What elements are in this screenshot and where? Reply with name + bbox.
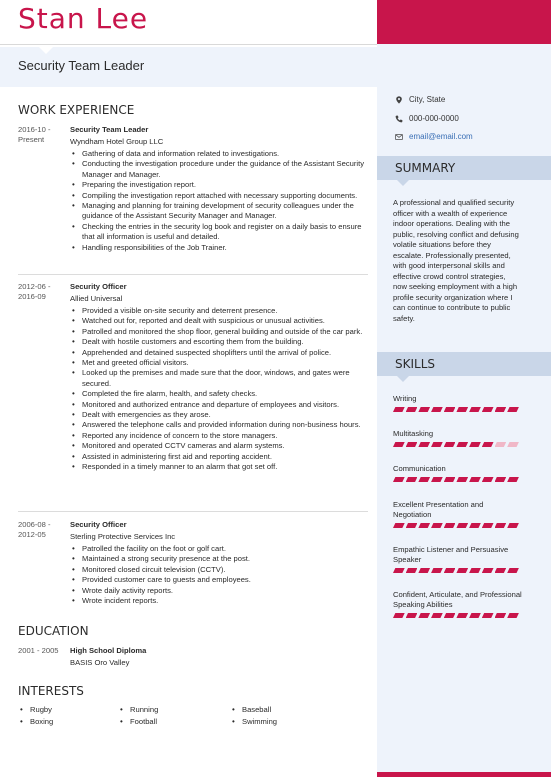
skill-segment-filled <box>431 568 443 573</box>
skill-segment-filled <box>418 568 430 573</box>
summary-heading: SUMMARY <box>395 161 456 175</box>
candidate-name: Stan Lee <box>18 2 149 35</box>
skill-segment-filled <box>482 613 494 618</box>
bullet-item: • Conducting the investigation procedure under the guidance of the Assistant Security Manager and Manager. <box>70 159 365 180</box>
sidebar-bottom-accent <box>377 772 551 777</box>
skill-segment-filled <box>418 523 430 528</box>
bullet-item: • Met and greeted official visitors. <box>70 358 365 368</box>
entry-dates: 2016-10 - Present <box>18 125 51 144</box>
bullet-item: • Provided customer care to guests and employees. <box>70 575 365 585</box>
skill-segment-filled <box>418 477 430 482</box>
skills-heading: SKILLS <box>395 357 436 371</box>
skill-name: Communication <box>393 464 446 473</box>
skill-segment-filled <box>507 523 519 528</box>
envelope-icon <box>395 133 403 141</box>
phone-icon <box>395 115 403 123</box>
skill-segment-filled <box>469 477 481 482</box>
work-experience-heading: WORK EXPERIENCE <box>18 103 135 117</box>
skill-segment-filled <box>495 523 507 528</box>
contact-location <box>395 95 445 104</box>
bullet-item: • Handling responsibilities of the Job Trainer. <box>70 243 365 253</box>
entry-role: Security Team Leader <box>70 125 149 134</box>
education-dates: 2001 - 2005 <box>18 646 59 655</box>
skill-level-bar <box>393 568 523 573</box>
skill-segment-filled <box>507 568 519 573</box>
entry-organization: Allied Universal <box>70 294 123 303</box>
skill-segment-filled <box>495 477 507 482</box>
bullet-item: • Watched out for, reported and dealt with suspicious or unusual activities. <box>70 316 365 326</box>
bullet-item: • Wrote daily activity reports. <box>70 586 365 596</box>
skill-segment-filled <box>469 442 481 447</box>
skill-segment-filled <box>469 568 481 573</box>
skill-segment-filled <box>507 477 519 482</box>
interest-item: • Rugby <box>18 705 118 716</box>
skill-level-bar <box>393 477 523 482</box>
interest-item: • Baseball <box>230 705 330 716</box>
skill-segment-filled <box>418 442 430 447</box>
entry-bullets <box>70 149 365 253</box>
bullet-item: • Monitored closed circuit television (CCTV). <box>70 565 365 575</box>
skill-name: Writing <box>393 394 417 403</box>
experience-entry <box>70 281 365 473</box>
skill-segment-filled <box>406 568 418 573</box>
skill-segment-filled <box>418 613 430 618</box>
skill-segment-filled <box>406 613 418 618</box>
interest-item: • Football <box>118 717 230 728</box>
skill-segment-filled <box>456 613 468 618</box>
skill-item <box>393 394 523 412</box>
bullet-item: • Provided a visible on-site security and deterrent presence. <box>70 306 365 316</box>
entry-dates: 2012-06 - 2016-09 <box>18 282 51 301</box>
bullet-item: • Managing and planning for training development of security colleagues under the guidance of the Assistant Security Manager and Manager. <box>70 201 365 222</box>
skill-segment-filled <box>469 407 481 412</box>
skill-level-bar <box>393 523 523 528</box>
skill-segment-filled <box>393 477 405 482</box>
contact-email[interactable] <box>395 132 473 141</box>
bullet-item: • Reported any incidence of concern to the store managers. <box>70 431 365 441</box>
job-title: Security Team Leader <box>18 58 145 73</box>
bullet-item: • Maintained a strong security presence at the post. <box>70 554 365 564</box>
skill-segment-filled <box>456 568 468 573</box>
education-school: BASIS Oro Valley <box>70 658 130 667</box>
skill-segment-filled <box>444 407 456 412</box>
bullet-item: • Gathering of data and information related to investigations. <box>70 149 365 159</box>
interest-item: • Boxing <box>18 717 118 728</box>
skill-segment-filled <box>456 442 468 447</box>
bullet-item: • Monitored and operated CCTV cameras and alarm systems. <box>70 441 365 451</box>
skill-segment-filled <box>495 568 507 573</box>
skill-segment-filled <box>393 613 405 618</box>
skill-segment-filled <box>469 523 481 528</box>
skill-segment-filled <box>431 613 443 618</box>
bullet-item: • Answered the telephone calls and provided information during non-business hours. <box>70 420 365 430</box>
skill-segment-filled <box>406 523 418 528</box>
skill-item <box>393 500 523 528</box>
education-degree: High School Diploma <box>70 646 147 655</box>
sidebar-accent-bar <box>377 0 551 44</box>
skill-level-bar <box>393 613 523 618</box>
summary-text: A professional and qualified security officer with a wealth of experience indoor operations. Dealing with the public, resolving conflict and defusing volatile situations before they escalate. Professionally presented, with good interpersonal skills and effective crowd control strategies, now seeking employment with a high profile security organization where I can continue to contribute to public safety. <box>393 198 519 323</box>
skill-segment-filled <box>393 523 405 528</box>
skill-segment-filled <box>482 477 494 482</box>
skill-segment-filled <box>456 407 468 412</box>
phone-text: 000-000-0000 <box>409 114 459 123</box>
experience-entry <box>70 124 365 253</box>
bullet-item: • Monitored and authorized entrance and departure of employees and visitors. <box>70 400 365 410</box>
bullet-item: • Dealt with emergencies as they arose. <box>70 410 365 420</box>
summary-heading-band <box>377 156 551 180</box>
skill-segment-filled <box>431 477 443 482</box>
entry-role: Security Officer <box>70 282 127 291</box>
skill-item <box>393 464 523 482</box>
bullet-item: • Assisted in administering first aid and reporting accident. <box>70 452 365 462</box>
bullet-item: • Looked up the premises and made sure that the door, windows, and gates were secured. <box>70 368 365 389</box>
skill-segment-filled <box>418 407 430 412</box>
skill-segment-filled <box>431 523 443 528</box>
skill-item <box>393 590 523 618</box>
skill-segment-filled <box>469 613 481 618</box>
skill-segment-filled <box>444 613 456 618</box>
bullet-item: • Apprehended and detained suspected shoplifters until the arrival of police. <box>70 348 365 358</box>
skill-level-bar <box>393 407 523 412</box>
experience-entry <box>70 519 365 606</box>
interests-heading: INTERESTS <box>18 684 84 698</box>
skill-segment-filled <box>393 568 405 573</box>
skill-segment-filled <box>444 568 456 573</box>
skill-segment-filled <box>444 523 456 528</box>
skill-segment-filled <box>393 442 405 447</box>
skill-name: Confident, Articulate, and Professional Speaking Abilities <box>393 590 522 609</box>
skill-segment-filled <box>406 477 418 482</box>
skill-item <box>393 545 523 573</box>
skill-segment-filled <box>495 407 507 412</box>
bullet-item: • Wrote incident reports. <box>70 596 365 606</box>
skill-segment-filled <box>482 407 494 412</box>
entry-organization: Wyndham Hotel Group LLC <box>70 137 164 146</box>
bullet-item: • Compiling the investigation report attached with necessary supporting documents. <box>70 191 365 201</box>
skill-segment-filled <box>507 613 519 618</box>
skill-segment-filled <box>431 442 443 447</box>
bullet-item: • Completed the fire alarm, health, and safety checks. <box>70 389 365 399</box>
bullet-item: • Checking the entries in the security log book and register on a daily basis to ensure that all information is useful and detailed. <box>70 222 365 243</box>
entry-dates: 2006-08 - 2012-05 <box>18 520 51 539</box>
skill-segment-filled <box>482 442 494 447</box>
bullet-item: • Patrolled and monitored the shop floor, general building and outside of the car park. <box>70 327 365 337</box>
bullet-item: • Responded in a timely manner to an alarm that got set off. <box>70 462 365 472</box>
skills-heading-band <box>377 352 551 376</box>
entry-organization: Sterling Protective Services Inc <box>70 532 176 541</box>
skill-name: Excellent Presentation and Negotiation <box>393 500 484 519</box>
bullet-item: • Dealt with hostile customers and escorting them from the building. <box>70 337 365 347</box>
entry-bullets <box>70 306 365 473</box>
skill-segment-filled <box>431 407 443 412</box>
interest-item: • Running <box>118 705 230 716</box>
skill-item <box>393 429 523 447</box>
entry-role: Security Officer <box>70 520 127 529</box>
skill-segment-empty <box>495 442 507 447</box>
skill-name: Multitasking <box>393 429 434 438</box>
skill-segment-filled <box>482 523 494 528</box>
skill-segment-filled <box>406 442 418 447</box>
skill-segment-filled <box>444 477 456 482</box>
section-divider <box>18 511 368 512</box>
entry-bullets <box>70 544 365 606</box>
bullet-item: • Patrolled the facility on the foot or golf cart. <box>70 544 365 554</box>
skill-segment-filled <box>406 407 418 412</box>
header-divider <box>0 44 377 45</box>
skill-segment-filled <box>393 407 405 412</box>
skill-segment-filled <box>482 568 494 573</box>
skill-segment-filled <box>495 613 507 618</box>
location-text: City, State <box>409 95 446 104</box>
skill-level-bar <box>393 442 523 447</box>
interests-list <box>18 705 348 727</box>
map-pin-icon <box>395 96 403 104</box>
contact-phone <box>395 114 459 123</box>
section-divider <box>18 274 368 275</box>
bullet-item: • Preparing the investigation report. <box>70 180 365 190</box>
education-heading: EDUCATION <box>18 624 89 638</box>
email-link[interactable]: email@email.com <box>409 132 473 141</box>
skill-segment-filled <box>507 407 519 412</box>
skill-segment-empty <box>507 442 519 447</box>
skill-segment-filled <box>456 523 468 528</box>
education-entry <box>70 645 365 669</box>
interest-item: • Swimming <box>230 717 330 728</box>
skill-segment-filled <box>456 477 468 482</box>
skill-segment-filled <box>444 442 456 447</box>
skill-name: Empathic Listener and Persuasive Speaker <box>393 545 509 564</box>
